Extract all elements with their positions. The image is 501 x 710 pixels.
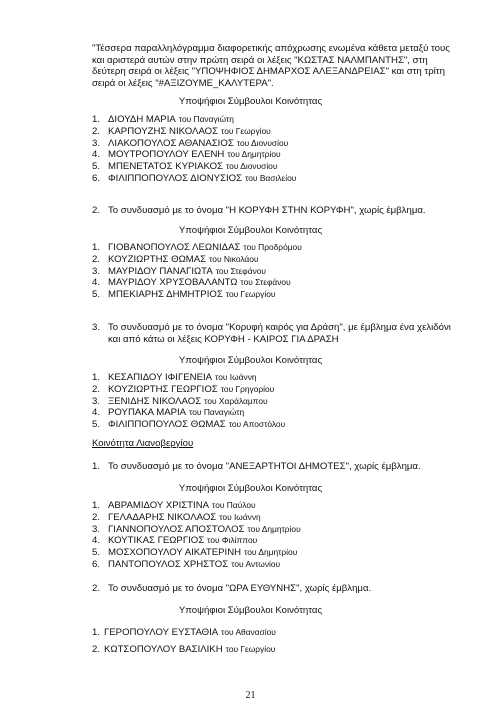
candidate-row: 1. ΓΕΡΟΠΟΥΛΟΥ ΕΥΣΤΑΘΙΑ του Αθανασίου [92, 627, 276, 638]
candidate-row: 4. ΚΟΥΤΙΚΑΣ ΓΕΩΡΓΙΟΣ του Φιλίππου [92, 535, 258, 547]
candidates-heading: Υποψήφιοι Σύμβουλοι Κοινότητας [178, 483, 323, 494]
candidate-row: 5. ΜΠΕΚΙΑΡΗΣ ΔΗΜΗΤΡΙΟΣ του Γεωργίου [92, 289, 276, 301]
candidate-row: 5. ΜΟΣΧΟΠΟΥΛΟΥ ΑΙΚΑΤΕΡΙΝΗ του Δημητρίου [92, 547, 298, 559]
candidate-list [92, 242, 472, 301]
candidate-row: 3. ΓΙΑΝΝΟΠΟΥΛΟΣ ΑΠΟΣΤΟΛΟΣ του Δημητρίου [92, 523, 301, 535]
candidates-heading: Υποψήφιοι Σύμβουλοι Κοινότητας [178, 605, 323, 616]
candidate-row: 1. ΑΒΡΑΜΙΔΟΥ ΧΡΙΣΤΙΝΑ του Παύλου [92, 500, 256, 511]
candidates-heading: Υποψήφιοι Σύμβουλοι Κοινότητας [178, 96, 323, 107]
candidate-row: 1. ΔΙΟΥΔΗ ΜΑΡΙΑ του Παναγιώτη [92, 114, 234, 125]
candidate-row: 3. ΛΙΑΚΟΠΟΥΛΟΣ ΑΘΑΝΑΣΙΟΣ του Διονυσίου [92, 137, 289, 149]
candidate-row: 3. ΞΕΝΙΔΗΣ ΝΙΚΟΛΑΟΣ του Χαράλαμπου [92, 395, 268, 407]
candidate-row: 2. ΚΑΡΠΟΥΖΗΣ ΝΙΚΟΛΑΟΣ του Γεωργίου [92, 125, 271, 137]
candidate-row: 1. ΓΙΟΒΑΝΟΠΟΥΛΟΣ ΛΕΩΝΙΔΑΣ του Προδρόμου [92, 242, 302, 253]
candidate-row: 4. ΜΑΥΡΙΔΟΥ ΧΡΥΣΟΒΑΛΑΝΤΩ του Στεφάνου [92, 277, 291, 289]
candidate-row: 2. ΚΟΥΖΙΩΡΤΗΣ ΘΩΜΑΣ του Νικολάου [92, 253, 259, 265]
ballot-combination: 2. Το συνδυασμό με το όνομα "ΩΡΑ ΕΥΘΥΝΗΣ", χωρίς έμβλημα. [92, 583, 372, 594]
candidate-list [92, 624, 472, 658]
candidates-heading: Υποψήφιοι Σύμβουλοι Κοινότητας [178, 225, 323, 236]
candidate-row: 2. ΚΩΤΣΟΠΟΥΛΟΥ ΒΑΣΙΛΙΚΗ του Γεωργίου [92, 644, 276, 655]
ballot-combination: 2. Το συνδυασμό με το όνομα "Η ΚΟΡΥΦΗ ΣΤΗΝ ΚΟΡΥΦΗ", χωρίς έμβλημα. [92, 205, 426, 216]
candidate-row: 4. ΡΟΥΠΑΚΑ ΜΑΡΙΑ του Παναγιώτη [92, 407, 245, 419]
candidate-row: 1. ΚΕΣΑΠΙΔΟΥ ΙΦΙΓΕΝΕΙΑ του Ιωάννη [92, 372, 257, 383]
candidate-row: 4. ΜΟΥΤΡΟΠΟΥΛΟΥ ΕΛΕΝΗ του Δημητρίου [92, 149, 281, 161]
page-number: 21 [245, 690, 256, 701]
candidate-row: 6. ΦΙΛΙΠΠΟΠΟΥΛΟΣ ΔΙΟΝΥΣΙΟΣ του Βασιλείου [92, 172, 297, 184]
candidate-row: 6. ΠΑΝΤΟΠΟΥΛΟΣ ΧΡΗΣΤΟΣ του Αντωνίου [92, 558, 281, 570]
emblem-description: "Τέσσερα παραλληλόγραμμα διαφορετικής απόχρωσης ενωμένα κάθετα μεταξύ τους και αριστερά αυτών στην πρώτη σειρά οι λέξεις "ΚΩΣΤΑΣ ΝΑΛΜΠΑΝΤΗΣ", στη δεύτερη σειρά οι λέξεις "ΥΠΟΨΗΦΙΟΣ ΔΗΜΑΡΧΟΣ ΑΛΕΞΑΝΔΡΕΙΑΣ" και στη τρίτη σειρά οι λέξεις "#ΑΞΙΖΟΥΜΕ_ΚΑΛΥΤΕΡΑ". [92, 43, 450, 89]
candidate-list [92, 114, 472, 185]
candidate-list [92, 500, 472, 571]
candidate-row: 2. ΚΟΥΖΙΩΡΤΗΣ ΓΕΩΡΓΙΟΣ του Γρηγορίου [92, 383, 275, 395]
candidates-heading: Υποψήφιοι Σύμβουλοι Κοινότητας [178, 355, 323, 366]
ballot-combination: 1. Το συνδυασμό με το όνομα "ΑΝΕΞΑΡΤΗΤΟΙ ΔΗΜΟΤΕΣ", χωρίς έμβλημα. [92, 461, 421, 472]
candidate-row: 5. ΦΙΛΙΠΠΟΠΟΥΛΟΣ ΘΩΜΑΣ του Αποστόλου [92, 419, 286, 431]
candidate-row: 3. ΜΑΥΡΙΔΟΥ ΠΑΝΑΓΙΩΤΑ του Στεφάνου [92, 265, 266, 277]
candidate-row: 5. ΜΠΕΝΕΤΑΤΟΣ ΚΥΡΙΑΚΟΣ του Διονυσίου [92, 161, 278, 173]
candidate-list [92, 372, 472, 431]
candidate-row: 2. ΓΕΛΑΔΑΡΗΣ ΝΙΚΟΛΑΟΣ του Ιωάννη [92, 511, 261, 523]
ballot-combination: 3. Το συνδυασμό με το όνομα "Κορυφή καιρός για Δράση", με έμβλημα ένα χελιδόνι και από κάτω οι λέξεις ΚΟΡΥΦΗ - ΚΑΙΡΟΣ ΓΙΑ ΔΡΑΣΗ [92, 322, 451, 345]
community-title: Κοινότητα Λιανοβεργίου [92, 438, 194, 449]
